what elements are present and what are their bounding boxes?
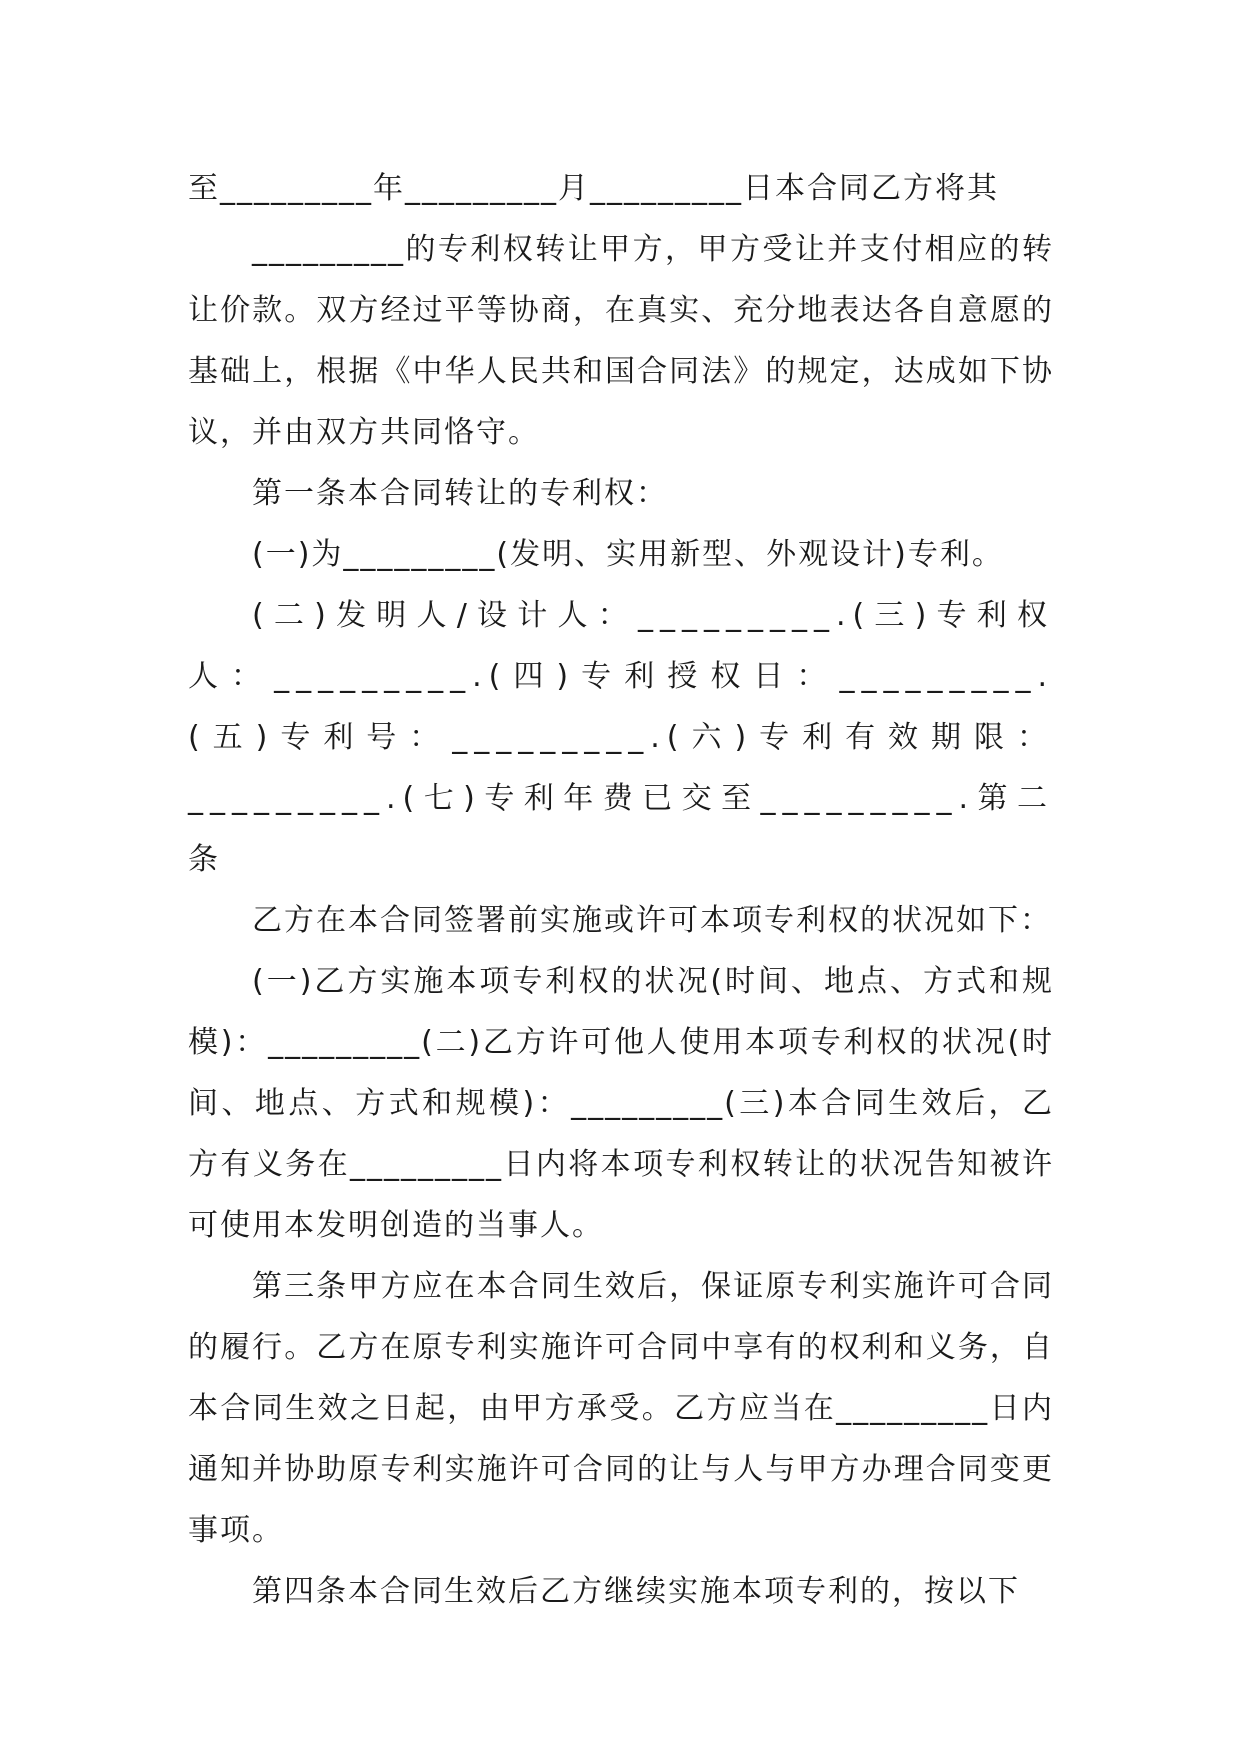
article-1-item-1: (一)为_________(发明、实用新型、外观设计)专利。 <box>252 537 1004 572</box>
document-body <box>188 158 1054 1622</box>
article-2-items: (一)乙方实施本项专利权的状况(时间、地点、方式和规模)：_________(二)乙方许可他人使用本项专利权的状况(时间、地点、方式和规模)：_________(三)本合同生效后，乙方有义务在_________日内将本项专利权转让的状况告知被许可使用本发明创造的当事人。 <box>188 964 1054 1243</box>
paragraph-date-clause: 至_________年_________月_________日本合同乙方将其 <box>188 171 999 206</box>
article-3: 第三条甲方应在本合同生效后，保证原专利实施许可合同的履行。乙方在原专利实施许可合同中享有的权利和义务，自本合同生效之日起，由甲方承受。乙方应当在_________日内通知并协助原专利实施许可合同的让与人与甲方办理合同变更事项。 <box>188 1269 1054 1548</box>
article-2-intro: 乙方在本合同签署前实施或许可本项专利权的状况如下： <box>252 903 1052 938</box>
article-1-items-2-7: (二)发明人/设计人：_________.(三)专利权人：_________.(四)专利授权日：_________.(五)专利号：_________.(六)专利有效期限：_________.(七)专利年费已交至_________.第二条 <box>188 598 1054 877</box>
paragraph-transfer-intro: _________的专利权转让甲方，甲方受让并支付相应的转让价款。双方经过平等协商，在真实、充分地表达各自意愿的基础上，根据《中华人民共和国合同法》的规定，达成如下协议，并由双方共同恪守。 <box>188 232 1054 450</box>
article-4: 第四条本合同生效后乙方继续实施本项专利的，按以下 <box>252 1574 1020 1609</box>
article-1-heading: 第一条本合同转让的专利权： <box>252 476 668 511</box>
